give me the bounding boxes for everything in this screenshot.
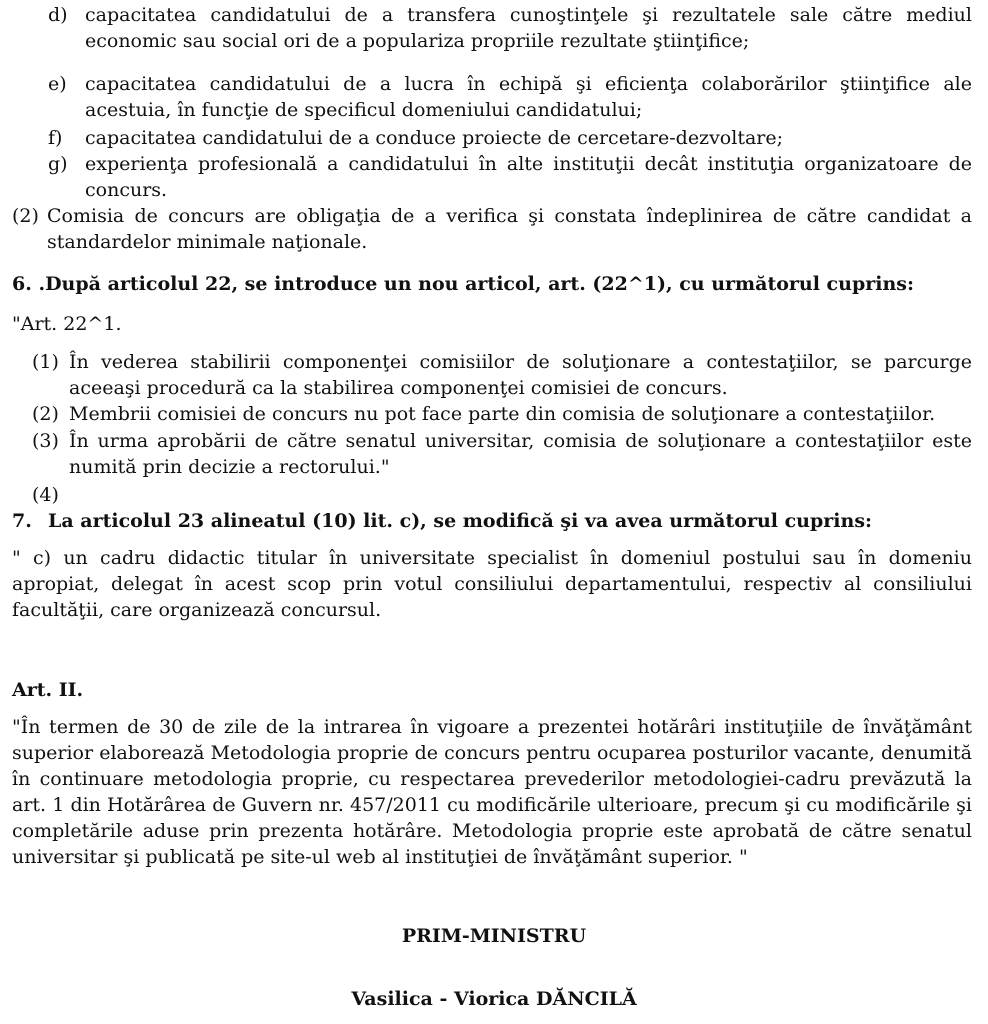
section-number: 7. (12, 510, 32, 532)
list-item-d (48, 2, 972, 54)
article-item-3 (32, 428, 972, 480)
article-item-1 (32, 349, 972, 401)
article-item-2 (32, 401, 972, 427)
item-text: capacitatea candidatului de a transfera cunoştinţele şi rezultatele sale către mediul economic sau social ori de a populariza propriile rezultate ştiinţifice; (85, 4, 972, 52)
article-title: "Art. 22^1. (12, 313, 122, 335)
paragraph-label: (2) (12, 205, 39, 227)
item-text: experienţa profesională a candidatului în alte instituţii decât instituţia organizatoare de concurs. (85, 153, 972, 201)
item-label: f) (48, 127, 63, 149)
signature-name: Vasilica - Viorica DĂNCILĂ (351, 988, 637, 1010)
section-number: 6. . (12, 273, 46, 295)
signature-role: PRIM-MINISTRU (401, 925, 587, 947)
item-text: În urma aprobării de către senatul universitar, comisia de soluţionare a contestaţiilor este numită prin decizie a rectorului." (69, 430, 972, 478)
item-text: capacitatea candidatului de a lucra în echipă şi eficienţa colaborărilor ştiinţifice ale acestuia, în funcţie de specificul domeniului candidatului; (85, 73, 972, 121)
section-7-heading (12, 508, 977, 534)
item-label: g) (48, 153, 68, 175)
item-label: (1) (32, 351, 59, 373)
paragraph-text: Comisia de concurs are obligaţia de a verifica şi constata îndeplinirea de către candidat a standardelor minimale naţionale. (47, 205, 972, 253)
stray-item-label: (4) (32, 484, 59, 506)
art-2-text: "În termen de 30 de zile de la intrarea în vigoare a prezentei hotărâri instituţiile de învăţământ superior elaborează Metodologia proprie de concurs pentru ocuparea posturilor vacante, denumită în continuare metodologia proprie, cu respectarea prevederilor metodologiei-cadru prevăzută la art. 1 din Hotărârea de Guvern nr. 457/2011 cu modificările ulterioare, precum şi cu modificările şi completările aduse prin prezenta hotărâre. Metodologia proprie este aprobată de către senatul universitar şi publicată pe site-ul web al instituţiei de învăţământ superior. " (12, 716, 972, 868)
section-heading-text: La articolul 23 alineatul (10) lit. c), se modifică şi va avea următorul cuprins: (48, 510, 873, 532)
item-label: (2) (32, 403, 59, 425)
paragraph-2 (12, 203, 972, 255)
item-text: Membrii comisiei de concurs nu pot face parte din comisia de soluţionare a contestaţiilor. (69, 403, 936, 425)
list-item-g (48, 151, 972, 203)
item-text: capacitatea candidatului de a conduce proiecte de cercetare-dezvoltare; (85, 127, 784, 149)
item-label: (3) (32, 430, 59, 452)
list-item-e (48, 71, 972, 123)
item-text: În vederea stabilirii componenţei comisiilor de soluţionare a contestaţiilor, se parcurge aceeaşi procedură ca la stabilirea componenţei comisiei de concurs. (69, 351, 972, 399)
section-7-text: " c) un cadru didactic titular în universitate specialist în domeniul postului sau în domeniu apropiat, delegat în acest scop prin votul consiliului departamentului, respectiv al consiliului facultăţii, care organizează concursul. (12, 547, 972, 621)
art-2-title: Art. II. (12, 679, 84, 701)
section-heading-text: După articolul 22, se introduce un nou articol, art. (22^1), cu următorul cuprins: (45, 273, 914, 295)
item-label: d) (48, 4, 68, 26)
list-item-f (48, 125, 972, 151)
section-6-heading (12, 271, 977, 297)
item-label: e) (48, 73, 67, 95)
